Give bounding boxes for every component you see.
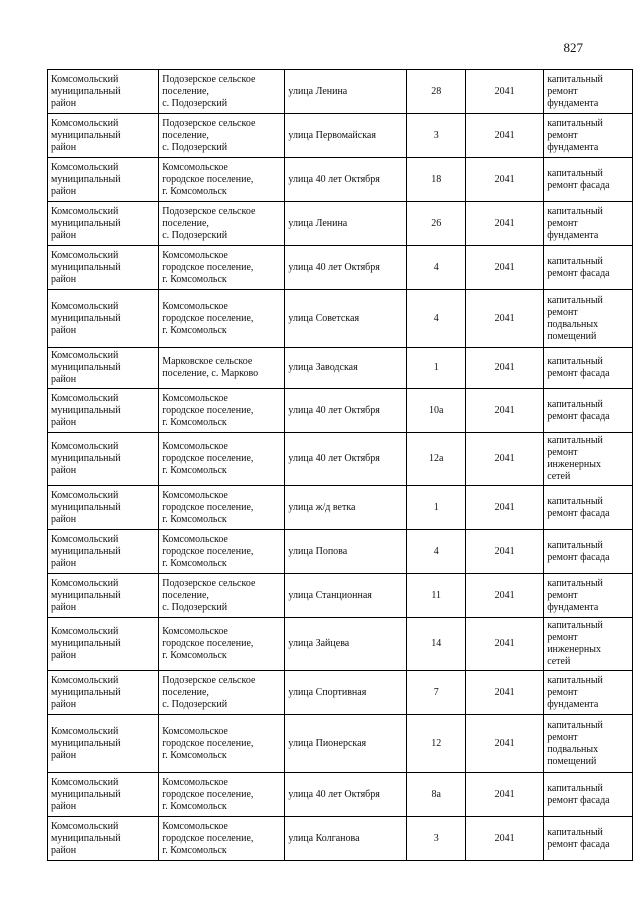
district-cell: [48, 486, 159, 530]
street-cell: [285, 773, 407, 817]
house-number-cell-text: 8а: [431, 788, 441, 800]
table-row: [48, 290, 633, 348]
district-cell-text: Комсомольский муниципальный район: [51, 392, 121, 428]
district-cell-text: Комсомольский муниципальный район: [51, 350, 121, 385]
work-type-cell-text: капитальный ремонт фасада: [547, 398, 610, 422]
district-cell: [48, 671, 159, 715]
work-type-cell-text: капитальный ремонт фасада: [547, 539, 610, 563]
house-number-cell-text: 26: [431, 217, 442, 229]
house-number-cell-text: 3: [433, 832, 439, 844]
table-row: [48, 773, 633, 817]
street-cell: [285, 486, 407, 530]
settlement-cell-text: Комсомольское городское поселение, г. Комсомольск: [162, 249, 254, 285]
work-type-cell: [544, 773, 633, 817]
settlement-cell-text: Подозерское сельское поселение, с. Подозерский: [162, 205, 256, 241]
street-cell-text: улица Зайцева: [288, 638, 350, 649]
table-row: [48, 348, 633, 389]
settlement-cell-text: Подозерское сельское поселение, с. Подозерский: [162, 117, 256, 153]
house-number-cell: [407, 290, 466, 348]
street-cell-text: улица Ленина: [288, 85, 348, 97]
street-cell: [285, 389, 407, 433]
table-row: [48, 817, 633, 861]
year-cell-text: 2041: [494, 312, 515, 324]
settlement-cell: [159, 433, 285, 486]
work-type-cell-text: капитальный ремонт фундамента: [547, 205, 603, 241]
settlement-cell-text: Подозерское сельское поселение, с. Подозерский: [162, 73, 256, 109]
work-type-cell: [544, 114, 633, 158]
street-cell: [285, 158, 407, 202]
settlement-cell: [159, 348, 285, 389]
house-number-cell: [407, 202, 466, 246]
settlement-cell: [159, 530, 285, 574]
work-type-cell-text: капитальный ремонт фасада: [547, 167, 610, 191]
district-cell: [48, 530, 159, 574]
work-type-cell-text: капитальный ремонт фасада: [547, 782, 610, 806]
street-cell: [285, 290, 407, 348]
year-cell: [466, 574, 544, 618]
work-type-cell-text: капитальный ремонт фасада: [547, 356, 610, 379]
settlement-cell-text: Комсомольское городское поселение, г. Комсомольск: [162, 392, 254, 428]
house-number-cell-text: 1: [433, 501, 439, 513]
house-number-cell: [407, 773, 466, 817]
settlement-cell: [159, 389, 285, 433]
year-cell: [466, 290, 544, 348]
year-cell-text: 2041: [494, 638, 515, 649]
table-row: [48, 246, 633, 290]
settlement-cell: [159, 715, 285, 773]
district-cell: [48, 158, 159, 202]
settlement-cell: [159, 290, 285, 348]
year-cell-text: 2041: [494, 85, 515, 97]
year-cell: [466, 114, 544, 158]
street-cell: [285, 114, 407, 158]
house-number-cell: [407, 433, 466, 486]
table-row: [48, 574, 633, 618]
district-cell: [48, 389, 159, 433]
street-cell: [285, 817, 407, 861]
house-number-cell-text: 3: [433, 129, 439, 141]
street-cell-text: улица Советская: [288, 312, 360, 324]
year-cell-text: 2041: [494, 362, 515, 373]
work-type-cell: [544, 158, 633, 202]
year-cell: [466, 389, 544, 433]
district-cell-text: Комсомольский муниципальный район: [51, 820, 121, 856]
settlement-cell-text: Марковское сельское поселение, с. Марково: [162, 356, 259, 379]
repair-schedule-table: [47, 69, 633, 861]
settlement-cell: [159, 574, 285, 618]
settlement-cell-text: Комсомольское городское поселение, г. Комсомольск: [162, 820, 254, 856]
year-cell: [466, 715, 544, 773]
house-number-cell-text: 14: [431, 638, 442, 649]
work-type-cell-text: капитальный ремонт подвальных помещений: [547, 719, 603, 767]
street-cell-text: улица ж/д ветка: [288, 501, 356, 513]
settlement-cell-text: Комсомольское городское поселение, г. Комсомольск: [162, 725, 254, 761]
work-type-cell: [544, 574, 633, 618]
district-cell: [48, 773, 159, 817]
table-row: [48, 618, 633, 671]
settlement-cell: [159, 114, 285, 158]
house-number-cell-text: 7: [433, 686, 439, 698]
house-number-cell: [407, 70, 466, 114]
house-number-cell-text: 11: [431, 589, 442, 601]
district-cell-text: Комсомольский муниципальный район: [51, 577, 121, 613]
street-cell: [285, 618, 407, 671]
district-cell-text: Комсомольский муниципальный район: [51, 626, 121, 661]
settlement-cell: [159, 486, 285, 530]
year-cell-text: 2041: [494, 589, 515, 601]
table-row: [48, 433, 633, 486]
settlement-cell-text: Комсомольское городское поселение, г. Комсомольск: [162, 533, 254, 569]
district-cell: [48, 202, 159, 246]
district-cell: [48, 574, 159, 618]
house-number-cell: [407, 530, 466, 574]
house-number-cell: [407, 574, 466, 618]
house-number-cell-text: 18: [431, 173, 442, 185]
street-cell-text: улица Заводская: [288, 362, 358, 373]
year-cell: [466, 671, 544, 715]
house-number-cell: [407, 389, 466, 433]
table-row: [48, 486, 633, 530]
street-cell-text: улица Попова: [288, 545, 348, 557]
district-cell-text: Комсомольский муниципальный район: [51, 725, 121, 761]
table-row: [48, 671, 633, 715]
street-cell: [285, 433, 407, 486]
year-cell: [466, 773, 544, 817]
work-type-cell-text: капитальный ремонт инженерных сетей: [547, 620, 603, 667]
district-cell-text: Комсомольский муниципальный район: [51, 161, 121, 197]
house-number-cell-text: 4: [433, 545, 439, 557]
street-cell: [285, 671, 407, 715]
work-type-cell-text: капитальный ремонт фасада: [547, 495, 610, 519]
year-cell-text: 2041: [494, 217, 515, 229]
work-type-cell-text: капитальный ремонт фасада: [547, 826, 610, 850]
house-number-cell-text: 1: [433, 362, 439, 373]
year-cell: [466, 618, 544, 671]
house-number-cell-text: 10а: [428, 404, 444, 416]
house-number-cell-text: 12а: [428, 453, 444, 464]
page-number: 827: [563, 40, 583, 55]
work-type-cell: [544, 290, 633, 348]
street-cell: [285, 574, 407, 618]
street-cell-text: улица Ленина: [288, 217, 348, 229]
table-row: [48, 158, 633, 202]
street-cell-text: улица 40 лет Октября: [288, 261, 380, 273]
settlement-cell: [159, 618, 285, 671]
year-cell-text: 2041: [494, 737, 515, 749]
settlement-cell: [159, 671, 285, 715]
district-cell-text: Комсомольский муниципальный район: [51, 205, 121, 241]
street-cell: [285, 348, 407, 389]
table-row: [48, 389, 633, 433]
work-type-cell-text: капитальный ремонт подвальных помещений: [547, 294, 603, 342]
year-cell: [466, 246, 544, 290]
house-number-cell: [407, 348, 466, 389]
district-cell-text: Комсомольский муниципальный район: [51, 300, 121, 336]
street-cell-text: улица Станционная: [288, 589, 372, 601]
year-cell: [466, 158, 544, 202]
work-type-cell: [544, 70, 633, 114]
year-cell-text: 2041: [494, 832, 515, 844]
work-type-cell: [544, 348, 633, 389]
settlement-cell-text: Комсомольское городское поселение, г. Комсомольск: [162, 300, 254, 336]
settlement-cell: [159, 202, 285, 246]
settlement-cell-text: Подозерское сельское поселение, с. Подозерский: [162, 674, 256, 710]
work-type-cell: [544, 618, 633, 671]
settlement-cell-text: Комсомольское городское поселение, г. Комсомольск: [162, 776, 254, 812]
district-cell-text: Комсомольский муниципальный район: [51, 674, 121, 710]
house-number-cell: [407, 817, 466, 861]
settlement-cell-text: Комсомольское городское поселение, г. Комсомольск: [162, 161, 254, 197]
street-cell: [285, 715, 407, 773]
house-number-cell: [407, 158, 466, 202]
district-cell: [48, 817, 159, 861]
year-cell: [466, 70, 544, 114]
year-cell: [466, 486, 544, 530]
work-type-cell-text: капитальный ремонт инженерных сетей: [547, 435, 603, 482]
house-number-cell-text: 4: [433, 312, 439, 324]
district-cell-text: Комсомольский муниципальный район: [51, 117, 121, 153]
street-cell-text: улица 40 лет Октября: [288, 453, 380, 464]
year-cell-text: 2041: [494, 404, 515, 416]
district-cell: [48, 433, 159, 486]
district-cell-text: Комсомольский муниципальный район: [51, 776, 121, 812]
district-cell-text: Комсомольский муниципальный район: [51, 489, 121, 525]
work-type-cell-text: капитальный ремонт фундамента: [547, 577, 603, 613]
work-type-cell: [544, 389, 633, 433]
year-cell: [466, 348, 544, 389]
year-cell-text: 2041: [494, 501, 515, 513]
street-cell-text: улица 40 лет Октября: [288, 404, 380, 416]
district-cell-text: Комсомольский муниципальный район: [51, 533, 121, 569]
settlement-cell: [159, 817, 285, 861]
year-cell-text: 2041: [494, 545, 515, 557]
street-cell-text: улица 40 лет Октября: [288, 173, 380, 185]
year-cell: [466, 817, 544, 861]
year-cell-text: 2041: [494, 686, 515, 698]
work-type-cell: [544, 433, 633, 486]
work-type-cell: [544, 202, 633, 246]
district-cell-text: Комсомольский муниципальный район: [51, 73, 121, 109]
table-row: [48, 530, 633, 574]
house-number-cell: [407, 114, 466, 158]
house-number-cell-text: 12: [431, 737, 442, 749]
district-cell: [48, 290, 159, 348]
house-number-cell: [407, 246, 466, 290]
house-number-cell: [407, 715, 466, 773]
house-number-cell-text: 28: [431, 85, 442, 97]
work-type-cell: [544, 246, 633, 290]
work-type-cell: [544, 671, 633, 715]
table-body: [48, 70, 633, 861]
work-type-cell-text: капитальный ремонт фасада: [547, 255, 610, 279]
year-cell: [466, 433, 544, 486]
year-cell-text: 2041: [494, 129, 515, 141]
year-cell: [466, 202, 544, 246]
settlement-cell: [159, 246, 285, 290]
house-number-cell: [407, 671, 466, 715]
table-row: [48, 114, 633, 158]
district-cell: [48, 70, 159, 114]
street-cell: [285, 202, 407, 246]
street-cell-text: улица Первомайская: [288, 129, 376, 141]
street-cell-text: улица Колганова: [288, 832, 360, 844]
year-cell-text: 2041: [494, 788, 515, 800]
district-cell: [48, 618, 159, 671]
year-cell-text: 2041: [494, 173, 515, 185]
street-cell-text: улица 40 лет Октября: [288, 788, 380, 800]
table-row: [48, 715, 633, 773]
work-type-cell-text: капитальный ремонт фундамента: [547, 73, 603, 109]
street-cell: [285, 70, 407, 114]
table-row: [48, 70, 633, 114]
year-cell: [466, 530, 544, 574]
district-cell-text: Комсомольский муниципальный район: [51, 441, 121, 476]
year-cell-text: 2041: [494, 453, 515, 464]
settlement-cell-text: Комсомольское городское поселение, г. Комсомольск: [162, 626, 254, 661]
work-type-cell: [544, 715, 633, 773]
street-cell: [285, 246, 407, 290]
work-type-cell: [544, 530, 633, 574]
district-cell: [48, 715, 159, 773]
street-cell: [285, 530, 407, 574]
house-number-cell-text: 4: [433, 261, 439, 273]
work-type-cell-text: капитальный ремонт фундамента: [547, 674, 603, 710]
table-row: [48, 202, 633, 246]
house-number-cell: [407, 618, 466, 671]
year-cell-text: 2041: [494, 261, 515, 273]
district-cell-text: Комсомольский муниципальный район: [51, 249, 121, 285]
settlement-cell: [159, 773, 285, 817]
settlement-cell: [159, 158, 285, 202]
settlement-cell: [159, 70, 285, 114]
settlement-cell-text: Подозерское сельское поселение, с. Подозерский: [162, 577, 256, 613]
work-type-cell: [544, 486, 633, 530]
work-type-cell: [544, 817, 633, 861]
street-cell-text: улица Пионерская: [288, 737, 367, 749]
district-cell: [48, 114, 159, 158]
street-cell-text: улица Спортивная: [288, 686, 367, 698]
house-number-cell: [407, 486, 466, 530]
district-cell: [48, 348, 159, 389]
district-cell: [48, 246, 159, 290]
work-type-cell-text: капитальный ремонт фундамента: [547, 117, 603, 153]
settlement-cell-text: Комсомольское городское поселение, г. Комсомольск: [162, 441, 254, 476]
settlement-cell-text: Комсомольское городское поселение, г. Комсомольск: [162, 489, 254, 525]
